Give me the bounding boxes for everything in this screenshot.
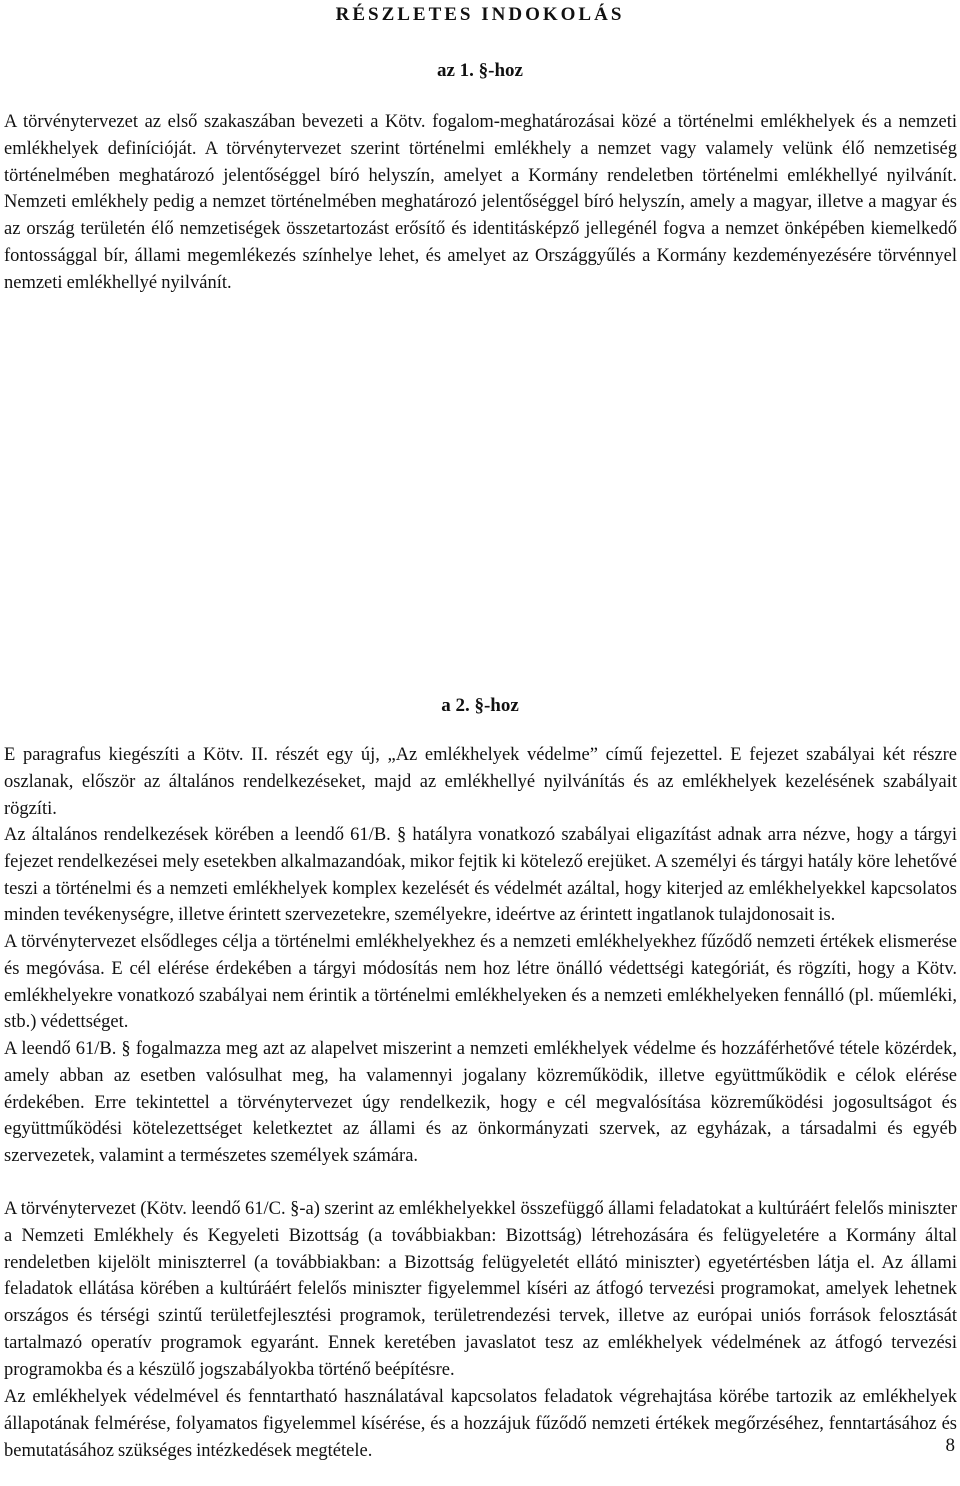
section-2-paragraph-6: Az emlékhelyek védelmével és fenntartható használatával kapcsolatos feladatok végrehajtása körébe tartozik az emlékhelyek állapotának felmérése, folyamatos figyelemmel kísérése, és a hozzájuk fűződő nemzeti értékek megőrzéséhez, fenntartásához és bemutatásához szükséges intézkedések megtétele. xyxy=(4,1387,957,1461)
section-2-paragraph-5: A törvénytervezet (Kötv. leendő 61/C. §-a) szerint az emlékhelyekkel összefüggő állami feladatokat a kultúráért felelős miniszter a Nemzeti Emlékhely és Kegyeleti Bizottság (a továbbiakban: Bizottság) létrehozására és felügyeletére a Kormány által rendeletben kijelölt miniszterrel (a továbbiakban: a Bizottság felügyeletét ellátó miniszter) egyetértésben látja el. Az állami feladatok ellátása körében a kultúráért felelős miniszter figyelemmel kíséri az átfogó tervezési programokat, amelyek lehetnek országos és térségi szintű területfejlesztési programok, területrendezési tervek, illetve az európai uniós források felosztását tartalmazó operatív programok egyaránt. Ennek keretében javaslatot tesz az emlékhelyek védelmének az átfogó tervezési programokba és a készülő jogszabályokba történő beépítésre. xyxy=(4,1199,957,1380)
document-title: RÉSZLETES INDOKOLÁS xyxy=(335,4,625,25)
section-2-paragraph-4: A leendő 61/B. § fogalmazza meg azt az alapelvet miszerint a nemzeti emlékhelyek védelme és hozzáférhetővé tétele közérdek, amely abban az esetben valósulhat meg, ha valamennyi jogalany közreműködik, illetve együttműködik e célok elérése érdekében. Erre tekintettel a törvénytervezet úgy rendelkezik, hogy e cél megvalósítása közreműködési jogosultságot és együttműködési kötelezettséget keletkeztet az állami és az önkormányzati szervek, az egyházak, a társadalmi és egyéb szervezetek, valamint a természetes személyek számára. xyxy=(4,1039,957,1167)
section-2-paragraph-2: Az általános rendelkezések körében a leendő 61/B. § hatályra vonatkozó szabályai eligazítást adnak arra nézve, hogy a tárgyi fejezet rendelkezései mely esetekben alkalmazandóak, mikor fejtik ki kötelező erejüket. A személyi és tárgyi hatály köre lehetővé teszi a történelmi és a nemzeti emlékhelyek komplex kezelését és védelmét azáltal, hogy kiterjed az emlékhelyekkel kapcsolatos minden tevékenységre, illetve érintett szervezetekre, személyekre, ideértve az érintett ingatlanok tulajdonosait is. xyxy=(4,825,957,926)
page-number: 8 xyxy=(945,1435,955,1456)
section-heading-1: az 1. §-hoz xyxy=(436,60,523,81)
section-2-paragraph-1: E paragrafus kiegészíti a Kötv. II. részét egy új, „Az emlékhelyek védelme” című fejezettel. E fejezet szabályai két részre oszlanak, először az általános rendelkezéseket, majd az emlékhellyé nyilvánítás és az emlékhelyek kezelésének szabályait rögzíti. xyxy=(4,745,957,819)
section-2-paragraph-3: A törvénytervezet elsődleges célja a történelmi emlékhelyekhez és a nemzeti emlékhelyekhez fűződő nemzeti értékek elismerése és megóvása. E cél elérése érdekében a tárgyi módosítás nem hoz létre önálló védettségi kategóriát, és rögzíti, hogy a Kötv. emlékhelyekre vonatkozó szabályai nem érintik a történelmi emlékhelyeken és a nemzeti emlékhelyeken fennálló (pl. műemléki, stb.) védettséget. xyxy=(4,932,957,1033)
section-1-paragraph-1: A törvénytervezet az első szakaszában bevezeti a Kötv. fogalom-meghatározásai közé a történelmi emlékhelyek és a nemzeti emlékhelyek definícióját. A törvénytervezet szerint történelmi emlékhely a nemzet vagy valamely velünk élő nemzetiség történelmében meghatározó jelentőséggel bíró helyszín, amelyet a Kormány rendeletben történelmi emlékhellyé nyilvánít. Nemzeti emlékhely pedig a nemzet történelmében meghatározó jelentőséggel bíró helyszín, amely a magyar, illetve a magyar és az ország területén élő nemzetiségek összetartozást erősítő és identitásképző jellegénél fogva a nemzet önképében kiemelkedő fontossággal bír, állami megemlékezés színhelye lehet, és amelyet az Országgyűlés a Kormány kezdeményezésére törvénnyel nemzeti emlékhellyé nyilvánít. xyxy=(4,112,957,293)
section-heading-2: a 2. §-hoz xyxy=(441,695,519,716)
